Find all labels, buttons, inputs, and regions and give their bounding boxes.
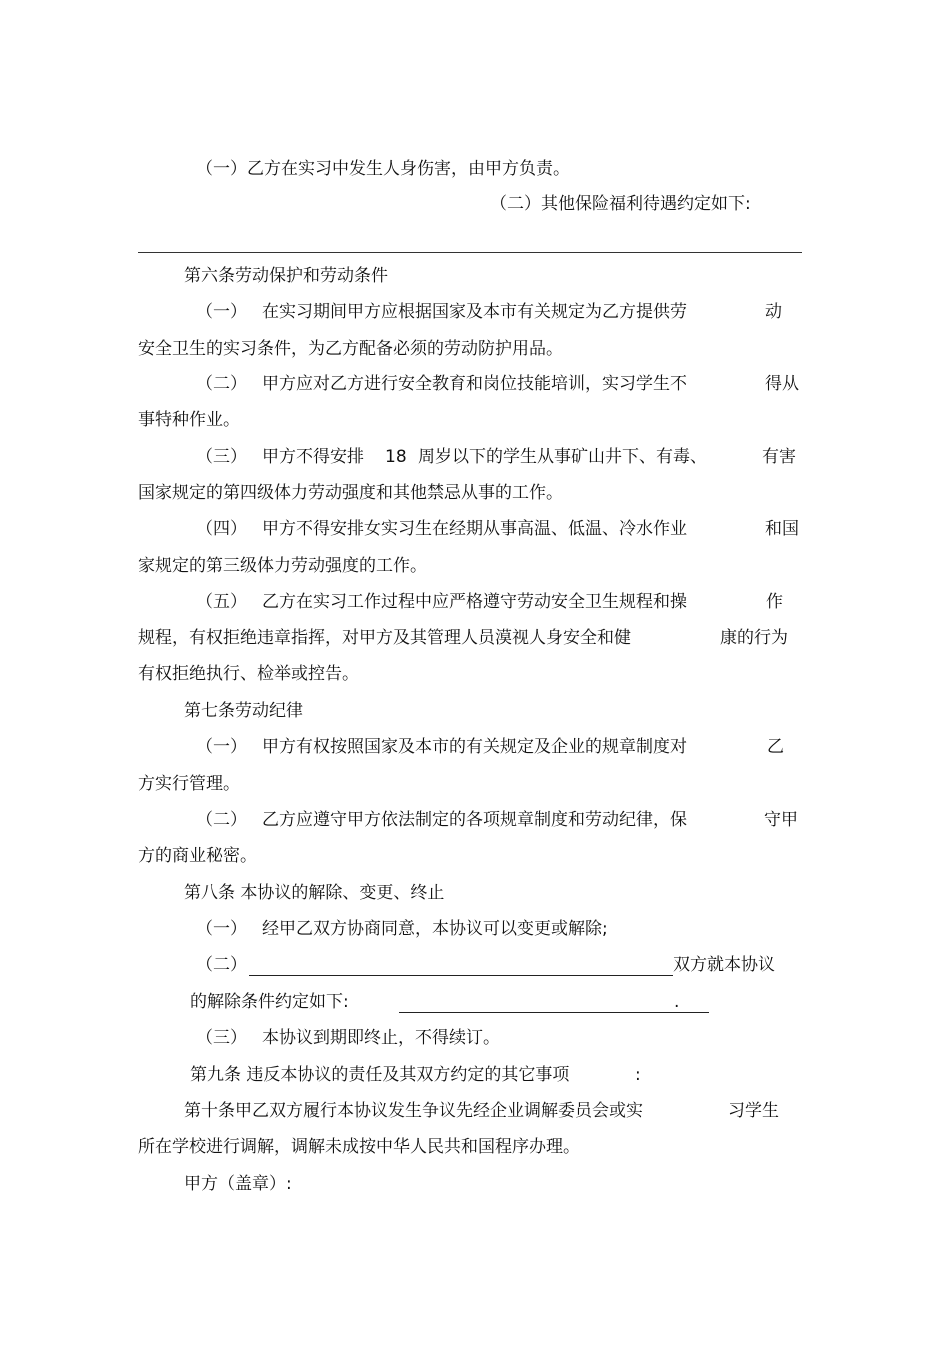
article-6-item-4-continuation: 家规定的第三级体力劳动强度的工作。: [138, 556, 427, 576]
horizontal-rule: [138, 252, 802, 253]
article-7-item-1-continuation: 方实行管理。: [138, 774, 240, 794]
article-6-item-1-number: （一）: [196, 302, 247, 322]
article-8-item-2-period: .: [674, 992, 680, 1012]
article-6-item-5-number: （五）: [196, 592, 247, 612]
article-6-item-1-text: 在实习期间甲方应根据国家及本市有关规定为乙方提供劳: [262, 302, 687, 322]
article-8-item-2-continuation: 的解除条件约定如下:: [190, 992, 349, 1012]
article-6-item-3-text: 甲方不得安排: [262, 447, 364, 467]
article-10-text: 第十条甲乙双方履行本协议发生争议先经企业调解委员会或实: [184, 1101, 643, 1121]
article-8-item-2-blank-line: [249, 975, 673, 976]
article-8-item-3-number: （三）: [196, 1028, 247, 1048]
article-10-continuation: 所在学校进行调解，调解未成按中华人民共和国程序办理。: [138, 1137, 580, 1157]
article-7-item-2-number: （二）: [196, 810, 247, 830]
article-6-item-5-continuation-tail: 康的行为: [720, 628, 788, 648]
article-6-item-4-tail: 和国: [765, 519, 799, 539]
article-8-item-2-fill-blank: [399, 1012, 709, 1013]
article-7-item-1-number: （一）: [196, 737, 247, 757]
article-9-title: 第九条 违反本协议的责任及其双方约定的其它事项: [190, 1065, 570, 1085]
article-8-item-1-text: 经甲乙双方协商同意，本协议可以变更或解除;: [262, 919, 608, 939]
article-6-title: 第六条劳动保护和劳动条件: [184, 266, 388, 286]
article-8-item-2-text: 双方就本协议: [673, 955, 775, 975]
article-9-colon: :: [635, 1065, 641, 1085]
article-6-item-5-text: 乙方在实习工作过程中应严格遵守劳动安全卫生规程和操: [262, 592, 687, 612]
article-6-item-2-number: （二）: [196, 374, 247, 394]
article-7-item-2-tail: 守甲: [764, 810, 798, 830]
article-6-item-3-text-2: 周岁以下的学生从事矿山井下、有毒、: [418, 447, 707, 467]
article-8-title: 第八条 本协议的解除、变更、终止: [184, 883, 445, 903]
article-6-item-5-tail: 作: [766, 592, 783, 612]
article-8-item-3-text: 本协议到期即终止，不得续订。: [262, 1028, 500, 1048]
article-6-item-3-number: （三）: [196, 447, 247, 467]
article-6-item-4-number: （四）: [196, 519, 247, 539]
article-6-item-5-continuation: 规程，有权拒绝违章指挥，对甲方及其管理人员漠视人身安全和健: [138, 628, 631, 648]
article-6-item-1-continuation: 安全卫生的实习条件，为乙方配备必须的劳动防护用品。: [138, 339, 563, 359]
article-6-item-2-tail: 得从: [765, 374, 799, 394]
article-7-title: 第七条劳动纪律: [184, 701, 303, 721]
article-6-item-1-tail: 动: [765, 302, 782, 322]
article-6-item-4-text: 甲方不得安排女实习生在经期从事高温、低温、冷水作业: [262, 519, 687, 539]
clause-5-item-2: （二）其他保险福利待遇约定如下:: [490, 194, 751, 214]
article-10-tail: 习学生: [728, 1101, 779, 1121]
article-6-item-5-continuation-2: 有权拒绝执行、检举或控告。: [138, 664, 359, 684]
article-6-item-3-age: 18: [385, 447, 407, 467]
article-7-item-2-continuation: 方的商业秘密。: [138, 846, 257, 866]
article-8-item-2-number: （二）: [196, 955, 247, 975]
article-6-item-2-text: 甲方应对乙方进行安全教育和岗位技能培训，实习学生不: [262, 374, 687, 394]
clause-5-item-1: （一）乙方在实习中发生人身伤害，由甲方负责。: [196, 159, 570, 179]
article-8-item-1-number: （一）: [196, 919, 247, 939]
article-7-item-1-tail: 乙: [767, 737, 784, 757]
article-7-item-1-text: 甲方有权按照国家及本市的有关规定及企业的规章制度对: [262, 737, 687, 757]
article-6-item-2-continuation: 事特种作业。: [138, 410, 240, 430]
party-a-seal-label: 甲方（盖章）:: [184, 1174, 292, 1194]
article-6-item-3-tail: 有害: [762, 447, 796, 467]
article-7-item-2-text: 乙方应遵守甲方依法制定的各项规章制度和劳动纪律，保: [262, 810, 687, 830]
article-6-item-3-continuation: 国家规定的第四级体力劳动强度和其他禁忌从事的工作。: [138, 483, 563, 503]
